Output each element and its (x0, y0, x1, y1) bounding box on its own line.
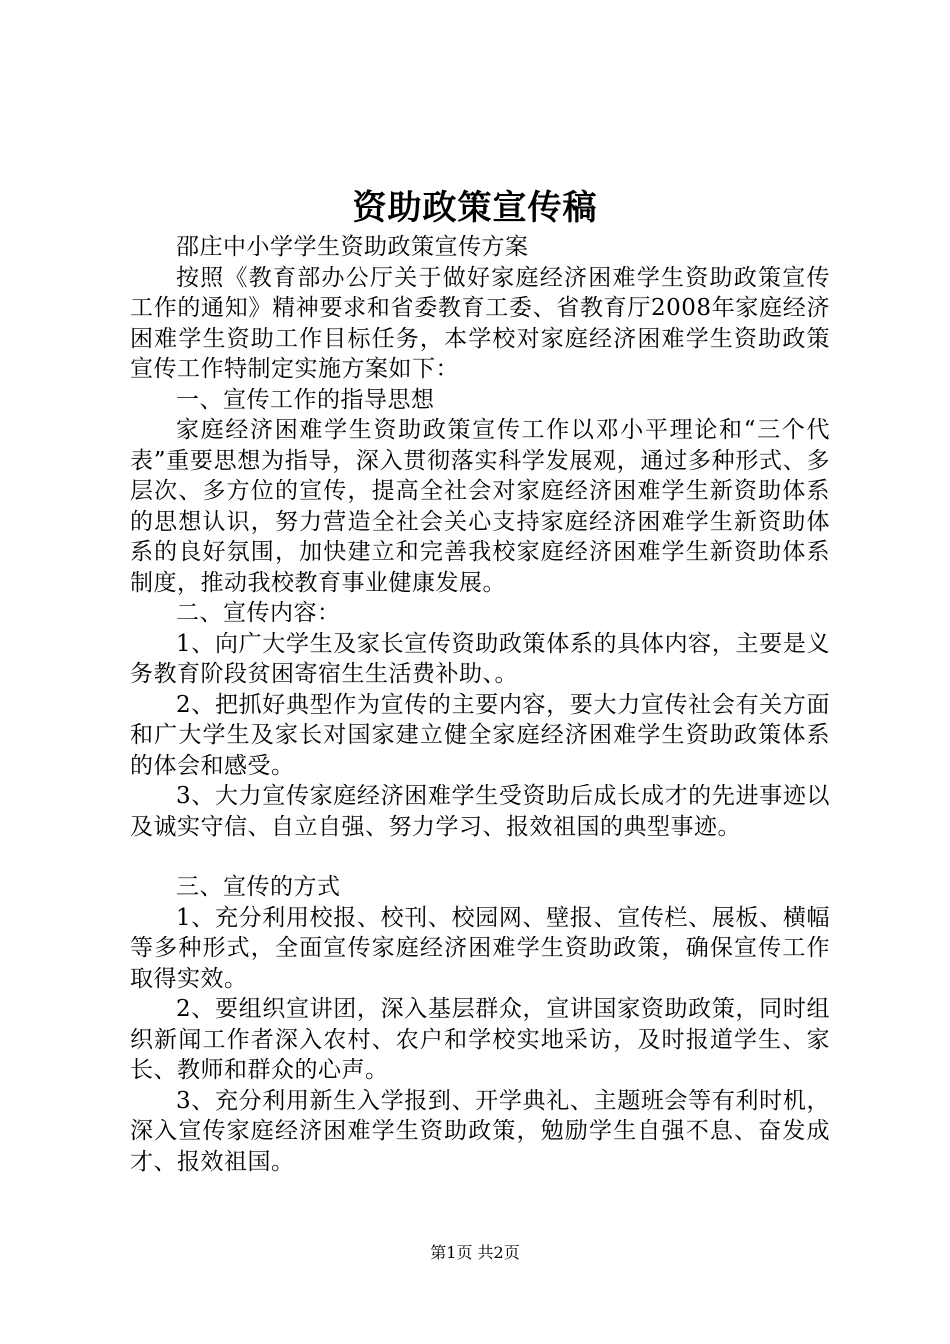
paragraph-gap (130, 842, 830, 872)
document-body (130, 232, 830, 1177)
section-heading-3: 三、宣传的方式 (176, 874, 341, 900)
page-footer: 第1页 共2页 (430, 1243, 520, 1262)
method-item-1: 1、充分利用校报、校刊、校园网、壁报、宣传栏、展板、横幅等多种形式，全面宣传家庭经济困难学生资助政策，确保宣传工作取得实效。 (130, 904, 830, 992)
content-item-2: 2、把抓好典型作为宣传的主要内容，要大力宣传社会有关方面和广大学生及家长对国家建立健全家庭经济困难学生资助政策体系的体会和感受。 (130, 691, 830, 779)
guiding-thought-paragraph: 家庭经济困难学生资助政策宣传工作以邓小平理论和“三个代表”重要思想为指导，深入贯彻落实科学发展观，通过多种形式、多层次、多方位的宣传，提高全社会对家庭经济困难学生新资助体系的思想认识，努力营造全社会关心支持家庭经济困难学生新资助体系的良好氛围，加快建立和完善我校家庭经济困难学生新资助体系制度，推动我校教育事业健康发展。 (130, 417, 830, 596)
section-heading-1: 一、宣传工作的指导思想 (176, 386, 435, 413)
content-item-3: 3、大力宣传家庭经济困难学生受资助后成长成才的先进事迹以及诚实守信、自立自强、努力学习、报效祖国的典型事迹。 (130, 783, 830, 840)
method-item-3: 3、充分利用新生入学报到、开学典礼、主题班会等有利时机，深入宣传家庭经济困难学生资助政策，勉励学生自强不息、奋发成才、报效祖国。 (130, 1087, 830, 1175)
subtitle-paragraph: 邵庄中小学学生资助政策宣传方案 (176, 234, 529, 260)
method-item-2: 2、要组织宣讲团，深入基层群众，宣讲国家资助政策，同时组织新闻工作者深入农村、农户和学校实地采访，及时报道学生、家长、教师和群众的心声。 (130, 996, 830, 1083)
section-heading-2: 二、宣传内容： (176, 600, 341, 626)
document-title: 资助政策宣传稿 (352, 188, 598, 228)
content-item-1: 1、向广大学生及家长宣传资助政策体系的具体内容，主要是义务教育阶段贫困寄宿生生活费补助、。 (130, 630, 830, 687)
intro-paragraph: 按照《教育部办公厅关于做好家庭经济困难学生资助政策宣传工作的通知》精神要求和省委教育工委、省教育厅2008年家庭经济困难学生资助工作目标任务，本学校对家庭经济困难学生资助政策宣传工作特制定实施方案如下： (130, 264, 830, 382)
